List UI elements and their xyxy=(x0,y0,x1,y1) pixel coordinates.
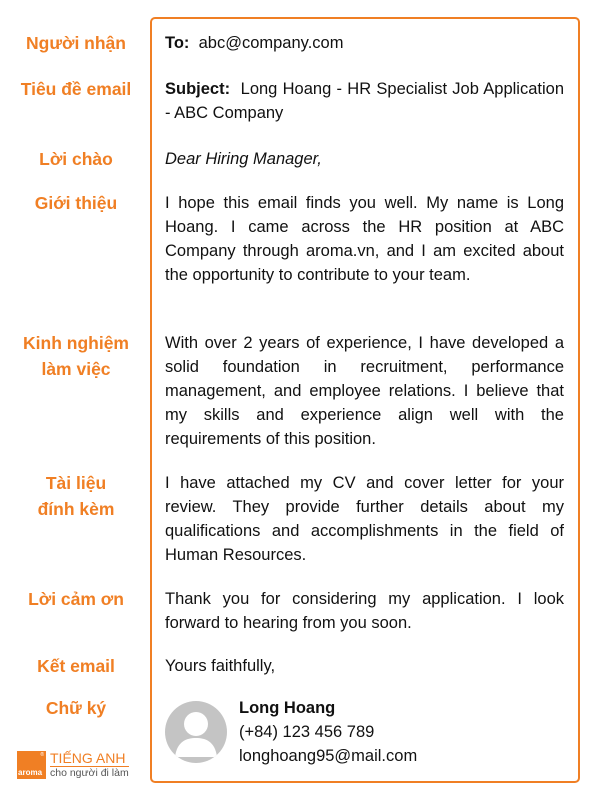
experience-text: With over 2 years of experience, I have developed a solid foundation in recruitment, performance management, and employee relations. I believe that my skills and experience align well with the requirements of this position. xyxy=(165,334,564,448)
aroma-brand: aroma xyxy=(18,768,43,777)
to-value: abc@company.com xyxy=(198,34,344,52)
signature-name: Long Hoang xyxy=(239,699,336,717)
label-experience-line2: làm việc xyxy=(41,359,111,379)
label-experience xyxy=(0,330,152,382)
signature-email: longhoang95@mail.com xyxy=(239,747,418,765)
label-experience-line1: Kinh nghiệm xyxy=(23,333,129,353)
label-subject: Tiêu đề email xyxy=(20,79,132,99)
signature-phone: (+84) 123 456 789 xyxy=(239,723,375,741)
label-attachment xyxy=(0,470,152,522)
label-attachment-line2: đính kèm xyxy=(37,499,115,519)
subject-line xyxy=(165,77,564,125)
label-recipient: Người nhận xyxy=(26,33,126,53)
to-line xyxy=(165,31,564,55)
aroma-logo-mark xyxy=(17,751,46,779)
subject-value: Long Hoang - HR Specialist Job Application - ABC Company xyxy=(165,80,564,122)
label-signature: Chữ ký xyxy=(45,698,107,718)
to-label: To: xyxy=(165,34,190,52)
aroma-logo xyxy=(17,751,129,780)
thanks-text: Thank you for considering my application. I look forward to hearing from you soon. xyxy=(165,590,564,632)
subject-label: Subject: xyxy=(165,80,231,98)
label-attachment-line1: Tài liệu xyxy=(45,473,107,493)
logo-line1: TIẾNG ANH xyxy=(50,751,129,767)
attachment-text: I have attached my CV and cover letter for your review. They provide further details about my qualifications and accomplishments in the field of Human Resources. xyxy=(165,474,564,564)
introduction-text: I hope this email finds you well. My name is Long Hoang. I came across the HR position at ABC Company through aroma.vn, and I am excited about the opportunity to contribute to your team. xyxy=(165,194,564,284)
greeting-text: Dear Hiring Manager, xyxy=(165,150,322,168)
registered-icon: ® xyxy=(40,752,44,758)
logo-line2: cho người đi làm xyxy=(50,767,129,779)
label-greeting: Lời chào xyxy=(39,149,113,169)
signature-block xyxy=(239,696,417,768)
label-introduction: Giới thiệu xyxy=(34,193,118,213)
label-thanks: Lời cảm ơn xyxy=(28,589,124,609)
label-closing: Kết email xyxy=(37,656,115,676)
avatar-icon xyxy=(165,701,227,763)
closing-text: Yours faithfully, xyxy=(165,657,276,675)
